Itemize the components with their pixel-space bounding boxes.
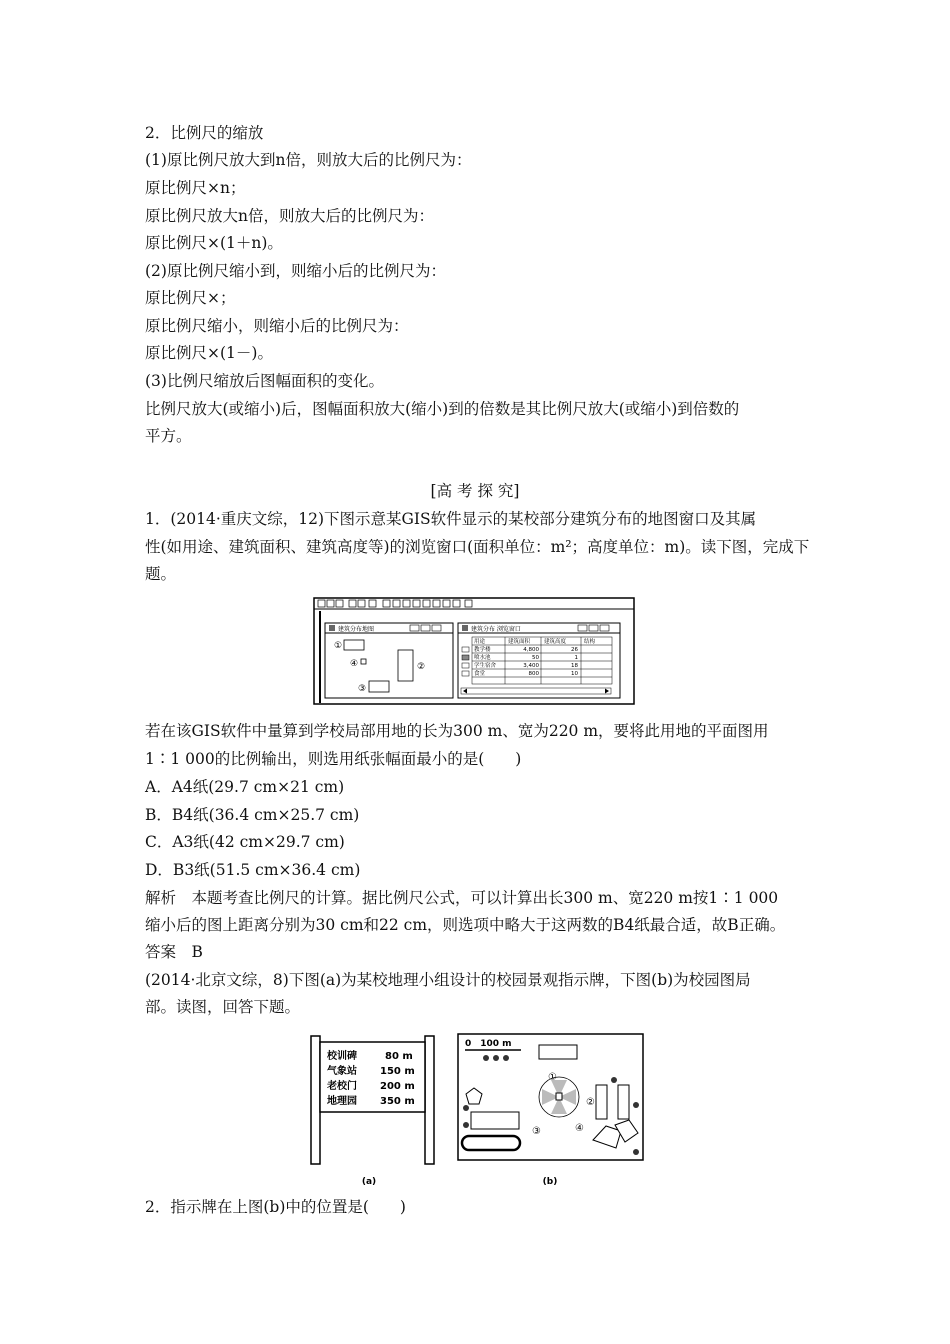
paragraph: 原比例尺缩小，则缩小后的比例尺为： (145, 317, 409, 335)
question-ask: 若在该GIS软件中量算到学校局部用地的长为300 m、宽为220 m，要将此用地的平面图用 (145, 722, 769, 740)
paragraph: (3)比例尺缩放后图幅面积的变化。 (145, 372, 384, 390)
table-cell: 喷水池 (474, 655, 491, 661)
map-marker-3: ③ (358, 684, 367, 694)
maximize-icon (421, 625, 430, 631)
table-cell: 4,800 (523, 647, 539, 653)
paragraph: 原比例尺×n； (145, 179, 246, 197)
table-cell: 学生宿舍 (474, 663, 497, 669)
question-stem: 2．指示牌在上图(b)中的位置是( ) (145, 1198, 406, 1216)
map-marker-2: ② (417, 662, 426, 672)
table-cell: 1 (574, 655, 578, 661)
option-b: B．B4纸(36.4 cm×25.7 cm) (145, 806, 360, 824)
paragraph: (1)原比例尺放大到n倍，则放大后的比例尺为： (145, 151, 472, 169)
toolbar-icons (318, 600, 472, 607)
close-icon (600, 625, 609, 631)
figure-label-b: (b) (542, 1177, 558, 1187)
map-window-title: 建筑分布地图 (338, 626, 375, 633)
section-heading: 2．比例尺的缩放 (145, 124, 264, 142)
sign-distance: 200 m (380, 1081, 415, 1092)
maximize-icon (589, 625, 598, 631)
col-header: 建筑高度 (544, 639, 567, 645)
sign-item: 地理园 (327, 1096, 357, 1107)
sign-position-icon (556, 1093, 562, 1100)
option-d: D．B3纸(51.5 cm×36.4 cm) (145, 861, 361, 879)
signboard (311, 1036, 434, 1187)
analysis: 解析 本题考查比例尺的计算。据比例尺公式，可以计算出长300 m、宽220 m按1∶1 000 (145, 889, 779, 907)
table-cell: 18 (571, 663, 578, 669)
col-header: 结构 (584, 639, 596, 645)
table-cell: 800 (528, 671, 539, 677)
sign-item: 气象站 (327, 1066, 357, 1077)
col-header: 用途 (474, 639, 486, 645)
campus-marker-1: ① (548, 1072, 557, 1083)
horizontal-scrollbar (461, 688, 611, 694)
paragraph: 比例尺放大(或缩小)后，图幅面积放大(缩小)到的倍数是其比例尺放大(或缩小)到倍数的 (145, 400, 740, 418)
gis-figure (313, 597, 635, 705)
intro: 部。读图，回答下题。 (145, 998, 301, 1016)
figure-label-a: (a) (361, 1177, 377, 1187)
option-c: C．A3纸(42 cm×29.7 cm) (145, 833, 345, 851)
table-cell: 50 (532, 655, 539, 661)
campus-marker-2: ② (586, 1097, 595, 1108)
sign-distance: 350 m (380, 1096, 415, 1107)
sign-and-campus-figure (303, 1030, 648, 1190)
running-track (462, 1136, 520, 1150)
map-marker-4: ④ (350, 659, 359, 669)
table-cell: 10 (571, 671, 578, 677)
campus-map (458, 1034, 643, 1187)
campus-marker-3: ③ (532, 1126, 541, 1137)
attribute-window-title: 建筑分布 浏览窗口 (471, 626, 521, 633)
campus-marker-4: ④ (575, 1123, 584, 1134)
table-cell: 食堂 (474, 671, 486, 677)
scale-bar-label: 0 100 m (465, 1039, 512, 1049)
answer: 答案 B (145, 943, 203, 961)
question-stem: 题。 (145, 565, 177, 583)
question-stem: 性(如用途、建筑面积、建筑高度等)的浏览窗口(面积单位：m²；高度单位：m)。读下图，完成下 (145, 538, 810, 556)
minimize-icon (578, 625, 587, 631)
explore-title: [高 考 探 究] (430, 482, 520, 500)
sign-distance: 80 m (385, 1051, 413, 1062)
option-a: A．A4纸(29.7 cm×21 cm) (145, 778, 345, 796)
sign-distance: 150 m (380, 1066, 415, 1077)
intro: (2014·北京文综，8)下图(a)为某校地理小组设计的校园景观指示牌，下图(b)为校园图局 (145, 971, 751, 989)
minimize-icon (410, 625, 419, 631)
analysis: 缩小后的图上距离分别为30 cm和22 cm，则选项中略大于这两数的B4纸最合适，故B正确。 (145, 916, 786, 934)
question-stem: 1．(2014·重庆文综，12)下图示意某GIS软件显示的某校部分建筑分布的地图窗口及其属 (145, 510, 757, 528)
paragraph: 原比例尺放大n倍，则放大后的比例尺为： (145, 207, 434, 225)
paragraph: 原比例尺×(1＋n)。 (145, 234, 283, 252)
paragraph: 原比例尺×； (145, 289, 236, 307)
sign-item: 老校门 (327, 1081, 357, 1092)
paragraph: 原比例尺×(1－)。 (145, 344, 273, 362)
table-cell: 3,400 (523, 663, 539, 669)
close-icon (432, 625, 441, 631)
sign-item: 校训碑 (327, 1051, 357, 1062)
table-cell: 26 (571, 647, 578, 653)
table-cell: 教学楼 (474, 647, 491, 653)
attribute-window (458, 623, 620, 698)
question-ask: 1∶1 000的比例输出，则选用纸张幅面最小的是( ) (145, 750, 522, 768)
paragraph: 平方。 (145, 427, 192, 445)
map-marker-1: ① (334, 641, 343, 651)
map-window (325, 623, 453, 698)
paragraph: (2)原比例尺缩小到，则缩小后的比例尺为： (145, 262, 446, 280)
circular-plaza (539, 1077, 579, 1117)
col-header: 建筑面积 (508, 639, 531, 645)
